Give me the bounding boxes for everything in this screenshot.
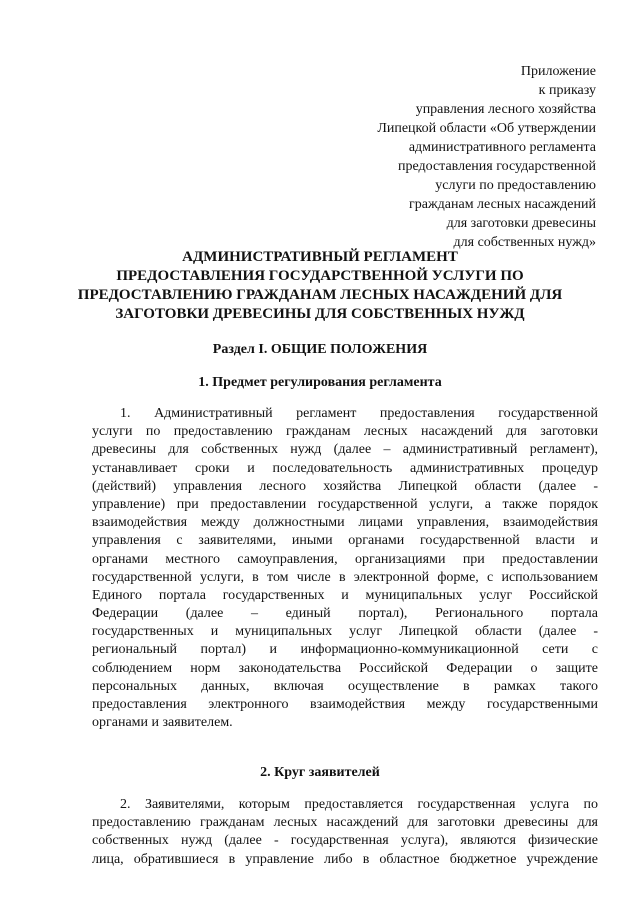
paragraph-line: соблюдением норм законодательства Российской Федерации о защите bbox=[92, 660, 598, 676]
paragraph-line: (действий) управления лесного хозяйства Липецкой области (далее - bbox=[92, 478, 598, 494]
appendix-line: услуги по предоставлению bbox=[435, 178, 596, 193]
paragraph-line: Единого портала государственных и муниципальных услуг Российской bbox=[92, 587, 598, 603]
paragraph-line: древесины для собственных нужд (далее – административный регламент), bbox=[92, 442, 598, 458]
title-line: ЗАГОТОВКИ ДРЕВЕСИНЫ ДЛЯ СОБСТВЕННЫХ НУЖД bbox=[115, 306, 525, 322]
paragraph-line: государственных и муниципальных услуг Липецкой области (далее - bbox=[92, 624, 598, 640]
paragraph-line: 2. Заявителями, которым предоставляется государственная услуга по bbox=[120, 797, 598, 812]
paragraph-line: услуги по предоставлению гражданам лесных насаждений для заготовки bbox=[92, 424, 598, 440]
paragraph-line: собственных нужд (далее - государственная услуга), являются физические bbox=[92, 833, 598, 849]
appendix-line: управления лесного хозяйства bbox=[415, 102, 596, 117]
title-line: ПРЕДОСТАВЛЕНИЯ ГОСУДАРСТВЕННОЙ УСЛУГИ ПО bbox=[116, 268, 524, 284]
appendix-line: для заготовки древесины bbox=[446, 216, 596, 231]
paragraph-line: управление) при предоставлении государственной услуги, а также порядок bbox=[92, 496, 598, 512]
paragraph-line: управления с заявителями, иными органами государственной власти и bbox=[92, 533, 598, 549]
appendix-header bbox=[330, 62, 596, 252]
title-line: АДМИНИСТРАТИВНЫЙ РЕГЛАМЕНТ bbox=[182, 249, 458, 265]
subsection-2-paragraph bbox=[92, 796, 598, 869]
subsection-2-heading: 2. Круг заявителей bbox=[260, 765, 380, 780]
appendix-line: предоставления государственной bbox=[397, 159, 596, 174]
paragraph-line: государственной услуги, в том числе в электронной форме, с использованием bbox=[92, 569, 598, 585]
title-line: ПРЕДОСТАВЛЕНИЮ ГРАЖДАНАМ ЛЕСНЫХ НАСАЖДЕНИЙ ДЛЯ bbox=[77, 287, 563, 303]
paragraph-line: 1. Административный регламент предоставления государственной bbox=[120, 406, 598, 421]
appendix-line: для собственных нужд» bbox=[453, 235, 596, 250]
appendix-line: административного регламента bbox=[408, 140, 596, 155]
subsection-1-heading: 1. Предмет регулирования регламента bbox=[198, 375, 442, 390]
paragraph-line: региональный портал) и информационно-коммуникационной сети с bbox=[92, 642, 598, 658]
paragraph-line: Федерации (далее – единый портал), Регионального портала bbox=[92, 606, 598, 622]
paragraph-line: лица, обратившиеся в управление либо в областное бюджетное учреждение bbox=[92, 851, 598, 867]
paragraph-line: устанавливает сроки и последовательность административных процедур bbox=[92, 460, 598, 476]
document-title bbox=[70, 248, 570, 324]
paragraph-line: органами местного самоуправления, организациями при предоставлении bbox=[92, 551, 598, 567]
paragraph-line: органами и заявителем. bbox=[92, 715, 233, 731]
paragraph-line: предоставлению гражданам лесных насаждений для заготовки древесины для bbox=[92, 815, 598, 831]
section-heading: Раздел I. ОБЩИЕ ПОЛОЖЕНИЯ bbox=[212, 342, 428, 357]
appendix-line: к приказу bbox=[538, 83, 596, 98]
appendix-line: гражданам лесных насаждений bbox=[409, 197, 596, 212]
appendix-line: Приложение bbox=[520, 64, 596, 79]
paragraph-line: взаимодействия между должностными лицами управления, взаимодействия bbox=[92, 515, 598, 531]
subsection-1-paragraph bbox=[92, 405, 598, 732]
appendix-line: Липецкой области «Об утверждении bbox=[377, 121, 596, 136]
paragraph-line: персональных данных, включая осуществление в рамках такого bbox=[92, 678, 598, 694]
paragraph-line: предоставления электронного взаимодействия между государственными bbox=[92, 697, 598, 712]
